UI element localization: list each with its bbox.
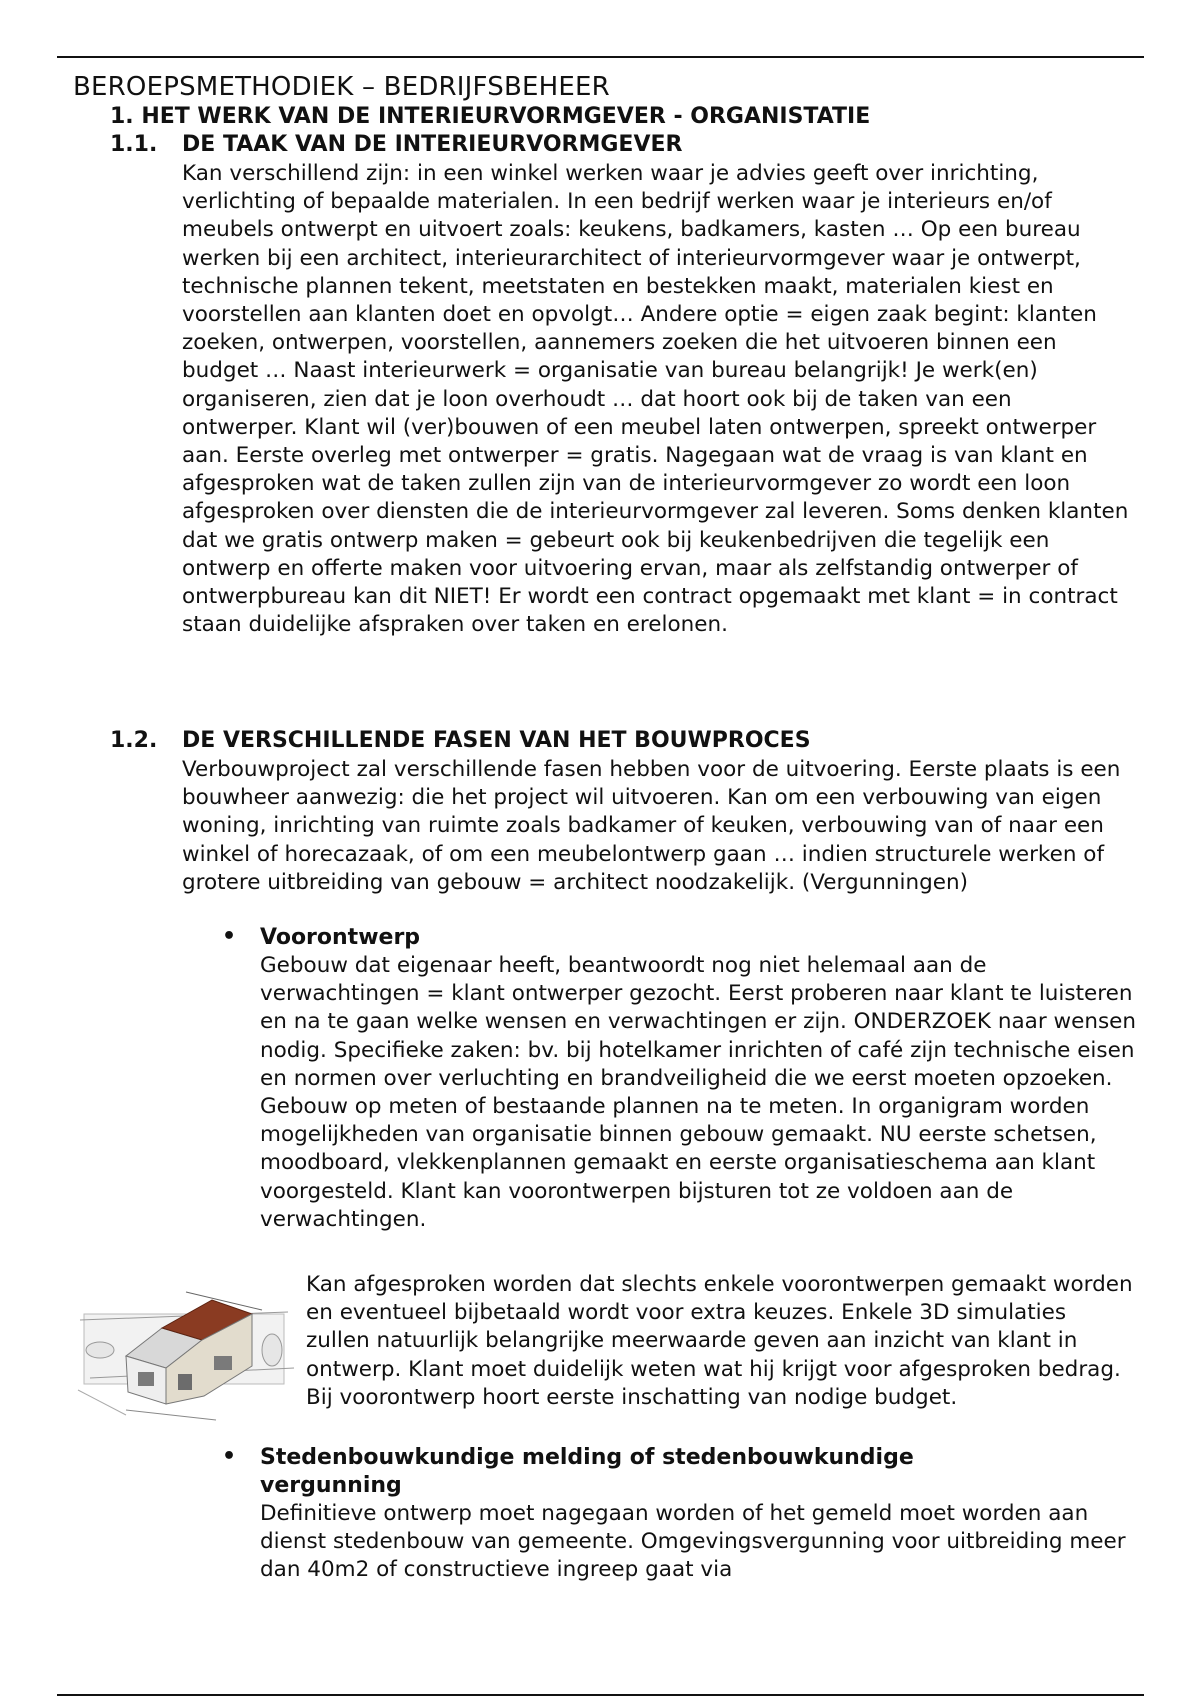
section-1-1-number: 1.1. [110, 132, 158, 157]
bullet-icon: • [222, 1444, 237, 1469]
section-1-2-title: DE VERSCHILLENDE FASEN VAN HET BOUWPROCES [182, 728, 811, 753]
section-1-1-body: Kan verschillend zijn: in een winkel werken waar je advies geeft over inrichting, verlichting of bepaalde materialen. In een bedrijf werken waar je interieurs en/of meubels ontwerpt en uitvoert zoals: keukens, badkamers, kasten … Op een bureau werken bij een architect, interieurarchitect of interieurvormgever waar je ontwerpt, technische plannen tekent, meetstaten en bestekken maakt, materialen kiest en voorstellen aan klanten doet en opvolgt… Andere optie = eigen zaak begint: klanten zoeken, ontwerpen, voorstellen, aannemers zoeken die het uitvoeren binnen een budget … Naast interieurwerk = organisatie van bureau belangrijk! Je werk(en) organiseren, zien dat je loon overhoudt … dat hoort ook bij de taken van een ontwerper. Klant wil (ver)bouwen of een meubel laten ontwerpen, spreekt ontwerper aan. Eerste overleg met ontwerper = gratis. Nagegaan wat de vraag is van klant en afgesproken wat de taken zullen zijn van de interieurvormgever zo wordt een loon afgesproken over diensten die de interieurvormgever zal leveren. Soms denken klanten dat we gratis ontwerp maken = gebeurt ook bij keukenbedrijven die tegelijk een ontwerp en offerte maken voor uitvoering ervan, maar als zelfstandig ontwerper of ontwerpbureau kan dit NIET! Er wordt een contract opgemaakt met klant = in contract staan duidelijke afspraken over taken en erelonen. [182, 161, 1129, 638]
page-title: BEROEPSMETHODIEK – BEDRIJFSBEHEER [73, 72, 610, 102]
top-rule [57, 56, 1144, 58]
bullet-icon: • [222, 924, 237, 949]
bullet-voorontwerp-body: Gebouw dat eigenaar heeft, beantwoordt nog niet helemaal aan de verwachtingen = klant ontwerper gezocht. Eerst proberen naar klant te luisteren en na te gaan welke wensen en verwachtingen er zijn. ONDERZOEK naar wensen nodig. Specifieke zaken: bv. bij hotelkamer inrichten of café zijn technische eisen en normen over verluchting en brandveiligheid die we eerst moeten opzoeken. Gebouw op meten of bestaande plannen na te meten. In organigram worden mogelijkheden van organisatie binnen gebouw gemaakt. NU eerste schetsen, moodboard, vlekkenplannen gemaakt en eerste organisatieschema aan klant voorgesteld. Klant kan voorontwerpen bijsturen tot ze voldoen aan de verwachtingen. [260, 953, 1137, 1232]
section-1-1-title: DE TAAK VAN DE INTERIEURVORMGEVER [182, 132, 683, 157]
bullet-stedenbouw-body: Definitieve ontwerp moet nagegaan worden of het gemeld moet worden aan dienst stedenbouw van gemeente. Omgevingsvergunning voor uitbreiding meer dan 40m2 of constructieve ingreep gaat via [260, 1501, 1126, 1583]
bullet-voorontwerp-body-continued: Kan afgesproken worden dat slechts enkele voorontwerpen gemaakt worden en eventueel bijbetaald wordt voor extra keuzes. Enkele 3D simulaties zullen natuurlijk belangrijke meerwaarde geven aan inzicht van klant in ontwerp. Klant moet duidelijk weten wat hij krijgt voor afgesproken bedrag. Bij voorontwerp hoort eerste inschatting van nodige budget. [306, 1272, 1133, 1410]
section-1-2-number: 1.2. [110, 728, 158, 753]
bullet-voorontwerp-title: Voorontwerp [260, 925, 421, 950]
chapter-heading: 1. HET WERK VAN DE INTERIEURVORMGEVER - ORGANISTATIE [110, 104, 871, 129]
house-illustration [66, 1270, 300, 1430]
section-1-2-body: Verbouwproject zal verschillende fasen hebben voor de uitvoering. Eerste plaats is een bouwheer aanwezig: die het project wil uitvoeren. Kan om een verbouwing van eigen woning, inrichting van ruimte zoals badkamer of keuken, verbouwing van of naar een winkel of horecazaak, of om een meubelontwerp gaan … indien structurele werken of grotere uitbreiding van gebouw = architect noodzakelijk. (Vergunningen) [182, 757, 1121, 895]
bullet-stedenbouw-title: Stedenbouwkundige melding of stedenbouwkundige vergunning [260, 1445, 914, 1499]
bottom-rule [57, 1694, 1144, 1696]
